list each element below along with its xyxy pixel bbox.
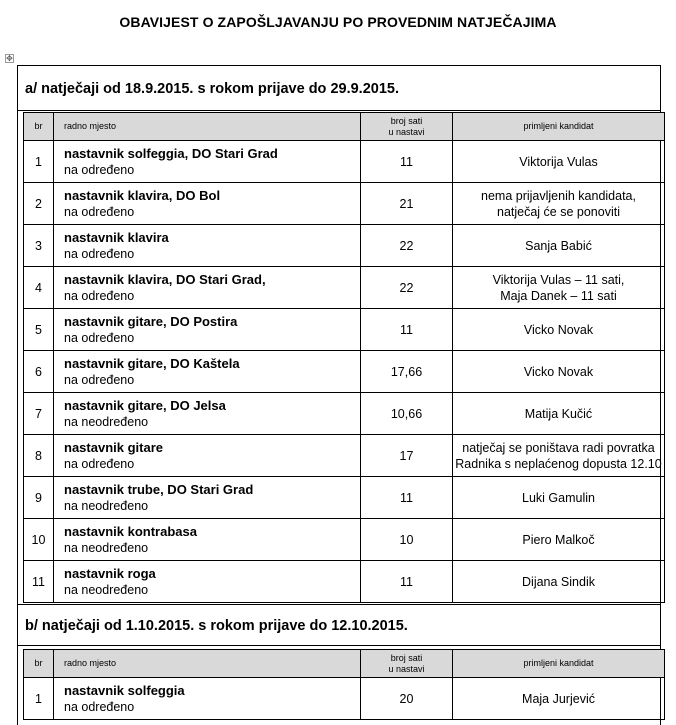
document-title: OBAVIJEST O ZAPOŠLJAVANJU PO PROVEDNIM NATJEČAJIMA (119, 14, 557, 30)
table-row (24, 309, 665, 351)
section-a-table (23, 112, 665, 603)
position-title: nastavnik gitare (64, 439, 163, 455)
contract-type: na određeno (64, 456, 135, 471)
position-title: nastavnik gitare, DO Kaštela (64, 355, 240, 371)
candidate-line: Viktorija Vulas – 11 sati, (492, 272, 625, 287)
table-row (24, 393, 665, 435)
contract-type: na određeno (64, 330, 135, 345)
row-number: 5 (24, 309, 54, 351)
position-cell (54, 393, 361, 435)
candidate-cell (453, 477, 665, 519)
candidate-line: Viktorija Vulas (519, 154, 598, 169)
candidate-line: natječaj će se ponoviti (497, 204, 620, 219)
header-br: br (24, 113, 54, 141)
position-cell (54, 519, 361, 561)
header-row (24, 650, 665, 678)
hours-cell: 11 (361, 477, 453, 519)
section-b-divider (17, 645, 661, 646)
hours-cell: 11 (361, 309, 453, 351)
position-cell (54, 351, 361, 393)
candidate-cell (453, 561, 665, 603)
hours-cell: 10 (361, 519, 453, 561)
candidate-cell (453, 351, 665, 393)
table-move-icon[interactable]: ✥ (6, 54, 13, 63)
table-row (24, 183, 665, 225)
table-row (24, 561, 665, 603)
candidate-cell (453, 519, 665, 561)
candidate-line: nema prijavljenih kandidata, (481, 188, 636, 203)
candidate-line: Maja Danek – 11 sati (500, 288, 617, 303)
header-candidate: primljeni kandidat (453, 650, 665, 678)
candidate-cell (453, 183, 665, 225)
candidate-cell (453, 309, 665, 351)
position-cell (54, 435, 361, 477)
candidate-line: Sanja Babić (525, 238, 592, 253)
contract-type: na određeno (64, 204, 135, 219)
contract-type: na određeno (64, 288, 135, 303)
contract-type: na neodređeno (64, 414, 149, 429)
candidate-line: natječaj se poništava radi povratka (462, 440, 655, 455)
contract-type: na određeno (64, 162, 135, 177)
table-row (24, 519, 665, 561)
row-number: 3 (24, 225, 54, 267)
hours-cell: 10,66 (361, 393, 453, 435)
position-cell (54, 309, 361, 351)
contract-type: na neodređeno (64, 582, 149, 597)
hours-cell: 17 (361, 435, 453, 477)
position-title: nastavnik kontrabasa (64, 523, 197, 539)
position-title: nastavnik solfeggia, DO Stari Grad (64, 145, 278, 161)
table-row (24, 477, 665, 519)
position-title: nastavnik klavira (64, 229, 169, 245)
contract-type: na određeno (64, 372, 135, 387)
row-number: 8 (24, 435, 54, 477)
position-title: nastavnik trube, DO Stari Grad (64, 481, 254, 497)
header-candidate: primljeni kandidat (453, 113, 665, 141)
section-a-heading: a/ natječaji od 18.9.2015. s rokom prijave do 29.9.2015. (25, 81, 399, 97)
position-cell (54, 183, 361, 225)
candidate-cell (453, 678, 665, 720)
row-number: 2 (24, 183, 54, 225)
candidate-line: Vicko Novak (523, 322, 594, 337)
contract-type: na određeno (64, 699, 135, 714)
position-cell (54, 477, 361, 519)
candidate-cell (453, 435, 665, 477)
hours-cell: 22 (361, 225, 453, 267)
table-row (24, 351, 665, 393)
position-title: nastavnik roga (64, 565, 156, 581)
section-b-top-divider (17, 604, 661, 605)
section-a-divider (17, 110, 661, 111)
table-row (24, 267, 665, 309)
candidate-line: Luki Gamulin (522, 490, 595, 505)
section-b-rows (24, 678, 665, 720)
position-title: nastavnik klavira, DO Bol (64, 187, 221, 203)
section-a-rows (24, 141, 665, 603)
table-row (24, 225, 665, 267)
header-hours-line2: u nastavi (388, 126, 425, 137)
row-number: 11 (24, 561, 54, 603)
header-position: radno mjesto (54, 113, 361, 141)
hours-cell: 17,66 (361, 351, 453, 393)
header-hours (361, 650, 453, 678)
candidate-cell (453, 267, 665, 309)
position-title: nastavnik gitare, DO Jelsa (64, 397, 226, 413)
position-cell (54, 141, 361, 183)
candidate-line: Dijana Sindik (522, 574, 595, 589)
table-row (24, 678, 665, 720)
row-number: 1 (24, 678, 54, 720)
header-hours-line2: u nastavi (388, 663, 425, 674)
row-number: 10 (24, 519, 54, 561)
position-cell (54, 225, 361, 267)
section-b-heading: b/ natječaji od 1.10.2015. s rokom prijave do 12.10.2015. (25, 618, 408, 634)
candidate-cell (453, 225, 665, 267)
header-br: br (24, 650, 54, 678)
candidate-cell (453, 393, 665, 435)
position-title: nastavnik klavira, DO Stari Grad, (64, 271, 266, 287)
contract-type: na neodređeno (64, 540, 149, 555)
candidate-line: Radnika s neplaćenog dopusta 12.10 (455, 456, 662, 471)
position-title: nastavnik gitare, DO Postira (64, 313, 238, 329)
hours-cell: 22 (361, 267, 453, 309)
contract-type: na određeno (64, 246, 135, 261)
header-hours-line1: broj sati (390, 652, 423, 663)
position-cell (54, 267, 361, 309)
hours-cell: 21 (361, 183, 453, 225)
candidate-line: Matija Kučić (524, 406, 593, 421)
table-row (24, 141, 665, 183)
candidate-cell (453, 141, 665, 183)
hours-cell: 11 (361, 561, 453, 603)
row-number: 4 (24, 267, 54, 309)
section-b-table (23, 649, 665, 720)
hours-cell: 11 (361, 141, 453, 183)
hours-cell: 20 (361, 678, 453, 720)
row-number: 1 (24, 141, 54, 183)
position-title: nastavnik solfeggia (64, 682, 185, 698)
row-number: 7 (24, 393, 54, 435)
position-cell (54, 678, 361, 720)
candidate-line: Maja Jurjević (522, 691, 595, 706)
row-number: 9 (24, 477, 54, 519)
row-number: 6 (24, 351, 54, 393)
header-position: radno mjesto (54, 650, 361, 678)
candidate-line: Piero Malkoč (522, 532, 595, 547)
contract-type: na neodređeno (64, 498, 149, 513)
header-hours-line1: broj sati (390, 115, 423, 126)
table-row (24, 435, 665, 477)
header-hours (361, 113, 453, 141)
header-row (24, 113, 665, 141)
candidate-line: Vicko Novak (523, 364, 594, 379)
position-cell (54, 561, 361, 603)
